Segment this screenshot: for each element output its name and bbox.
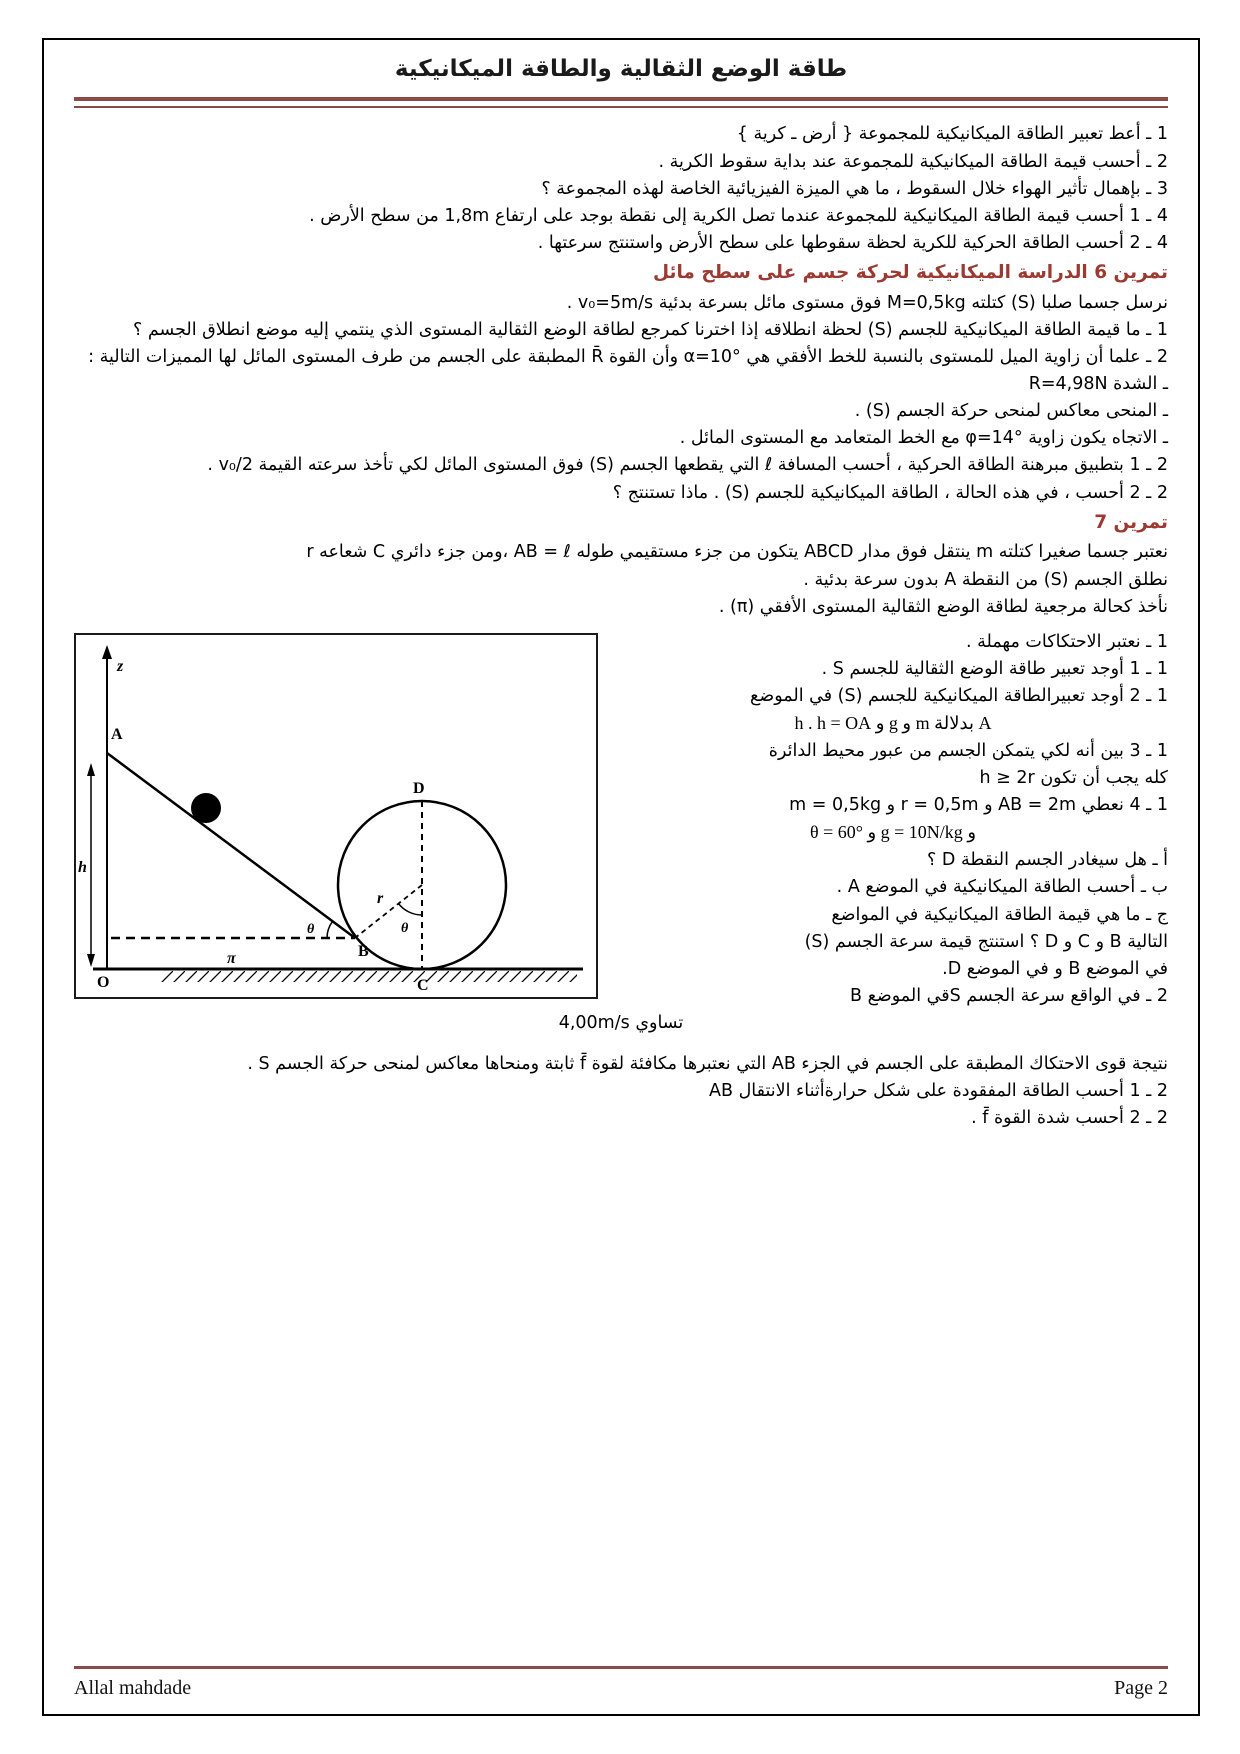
text-line: 1 ـ 4 نعطي AB = 2m و r = 0,5m و m = 0,5kg: [789, 795, 1168, 816]
text-line: نتيجة قوى الاحتكاك المطبقة على الجسم في الجزء AB التي نعتبرها مكافئة لقوة f̄ ثابتة ومنحاها معاكس لمنحى حركة الجسم S .: [247, 1054, 1168, 1075]
point-c-label: C: [417, 976, 429, 994]
figure-and-questions-row: [74, 629, 1168, 1037]
text-line: 2 ـ 2 أحسب شدة القوة f̄ .: [971, 1108, 1168, 1129]
ground-hatching: [161, 971, 577, 982]
text-line: نأخذ كحالة مرجعية لطاقة الوضع الثقالية المستوى الأفقي (π) .: [718, 596, 1168, 617]
theta-arc-center: [399, 903, 423, 914]
radius-dashed-line: [355, 885, 422, 938]
text-line: ـ الاتجاه يكون زاوية φ=14° مع الخط المتعامد مع المستوى المائل .: [679, 428, 1168, 449]
text-line: ـ الشدة R=4,98N: [1028, 374, 1168, 395]
diagram-canvas: [77, 635, 595, 995]
exercise6-section: [74, 290, 1168, 507]
incline-line: [107, 753, 355, 938]
exercise7-heading: تمرين 7: [1094, 511, 1168, 533]
page-footer: [74, 1666, 1168, 1700]
formula-line: A بدلالة m و g و h . h = OA: [794, 713, 992, 734]
text-line: 2 ـ 2 أحسب ، في هذه الحالة ، الطاقة الميكانيكية للجسم (S) . ماذا تستنتج ؟: [612, 482, 1168, 503]
text-line: 4 ـ 1 أحسب قيمة الطاقة الميكانيكية للمجموعة عندما تصل الكرية إلى نقطة بوجد على ارتفاع 1,8m من سطح الأرض .: [309, 205, 1168, 226]
text-line: 3 ـ بإهمال تأثير الهواء خلال السقوط ، ما هي الميزة الفيزيائية الخاصة لهذه المجموعة ؟: [541, 178, 1168, 199]
exercise7-intro: [74, 539, 1168, 620]
ball: [191, 793, 221, 823]
footer-rule: [74, 1666, 1168, 1669]
text-line: ب ـ أحسب الطاقة الميكانيكية في الموضع A .: [836, 877, 1168, 898]
exercise5-questions: [74, 121, 1168, 257]
text-line: نعتبر جسما صغيرا كتلته m ينتقل فوق مدار ABCD يتكون من جزء مستقيمي طوله AB = ℓ ،ومن جزء دائري C شعاعه r: [306, 542, 1168, 563]
text-line: 1 ـ ما قيمة الطاقة الميكانيكية للجسم (S) لحظة انطلاقه إذا اخترنا كمرجع لطاقة الوضع الثقالية المستوى الذي ينتمي إليه موضع انطلاق الجسم ؟: [133, 319, 1168, 340]
incline-circle-diagram: [74, 633, 598, 999]
text-line: 2 ـ 1 بتطبيق مبرهنة الطاقة الحركية ، أحسب المسافة ℓ التي يقطعها الجسم (S) فوق المستوى المائل لكي تأخذ سرعته القيمة v₀/2 .: [207, 455, 1168, 476]
text-line: 1 ـ 2 أوجد تعبيرالطاقة الميكانيكية للجسم (S) في الموضع: [750, 686, 1168, 706]
page-number: Page 2: [1114, 1677, 1168, 1699]
author-name: Allal mahdade: [74, 1677, 192, 1699]
text-line: 2 ـ أحسب قيمة الطاقة الميكانيكية للمجموعة عند بداية سقوط الكرية .: [658, 151, 1168, 172]
text-line: 2 ـ 1 أحسب الطاقة المفقودة على شكل حرارةأثناء الانتقال AB: [709, 1081, 1168, 1102]
text-line: كله يجب أن تكون h ≥ 2r: [979, 768, 1168, 789]
text-line: 2 ـ في الواقع سرعة الجسم Sقي الموضع B: [850, 985, 1168, 1006]
text-line: 1 ـ نعتبر الاحتكاكات مهملة .: [966, 631, 1168, 652]
text-line: نطلق الجسم (S) من النقطة A بدون سرعة بدئية .: [803, 569, 1168, 590]
theta-b-label: θ: [307, 921, 315, 937]
text-line: 1 ـ 1 أوجد تعبير طاقة الوضع الثقالية للجسم S .: [821, 658, 1168, 679]
page-border: [42, 38, 1200, 1716]
z-axis-arrowhead: [102, 645, 112, 659]
text-line: 4 ـ 2 أحسب الطاقة الحركية للكرية لحظة سقوطها على سطح الأرض واستنتج سرعتها .: [537, 232, 1168, 253]
z-axis-label: z: [117, 657, 124, 675]
text-line: في الموضع B و في الموضع D.: [942, 958, 1168, 979]
page-title: طاقة الوضع الثقالية والطاقة الميكانيكية: [394, 56, 848, 82]
text-line: ج ـ ما هي قيمة الطاقة الميكانيكية في المواضع: [831, 904, 1168, 925]
exercise6-heading: تمرين 6 الدراسة الميكانيكية لحركة جسم على سطح مائل: [653, 262, 1168, 284]
point-b-label: B: [358, 942, 369, 960]
theta-center-label: θ: [401, 920, 409, 936]
h-arrow-up-icon: [87, 763, 95, 776]
text-line: التالية B و C و D ؟ استنتج قيمة سرعة الجسم (S): [804, 931, 1168, 952]
title-rule-thin: [74, 106, 1168, 108]
pi-label: π: [227, 949, 236, 967]
formula-line: و g = 10N/kg و θ = 60°: [809, 822, 977, 843]
text-line: نرسل جسما صلبا (S) كتلته M=0,5kg فوق مستوى مائل بسرعة بدئية v₀=5m/s .: [566, 292, 1168, 313]
text-line: تساوي 4,00m/s: [558, 1013, 684, 1034]
text-line: 1 ـ أعط تعبير الطاقة الميكانيكية للمجموعة { أرض ـ كرية }: [736, 124, 1168, 145]
text-line: ـ المنحى معاكس لمنحى حركة الجسم (S) .: [854, 401, 1168, 422]
text-line: أ ـ هل سيغادر الجسم النقطة D ؟: [927, 850, 1168, 871]
text-line: 1 ـ 3 بين أنه لكي يتمكن الجسم من عبور محيط الدائرة: [768, 741, 1168, 762]
point-a-label: A: [111, 725, 123, 743]
h-arrow-down-icon: [87, 954, 95, 967]
text-line: 2 ـ علما أن زاوية الميل للمستوى بالنسبة للخط الأفقي هي α=10° وأن القوة R̄ المطبقة على الجسم من طرف المستوى المائل لها المميزات التالية :: [88, 346, 1168, 367]
point-o-label: O: [97, 973, 110, 991]
point-d-label: D: [413, 779, 425, 797]
theta-arc-b: [327, 921, 333, 938]
radius-label: r: [377, 889, 384, 907]
exercise7-closing: [74, 1051, 1168, 1132]
h-label: h: [78, 858, 87, 876]
title-rule-thick: [74, 97, 1168, 101]
document-body: [74, 121, 1168, 1132]
